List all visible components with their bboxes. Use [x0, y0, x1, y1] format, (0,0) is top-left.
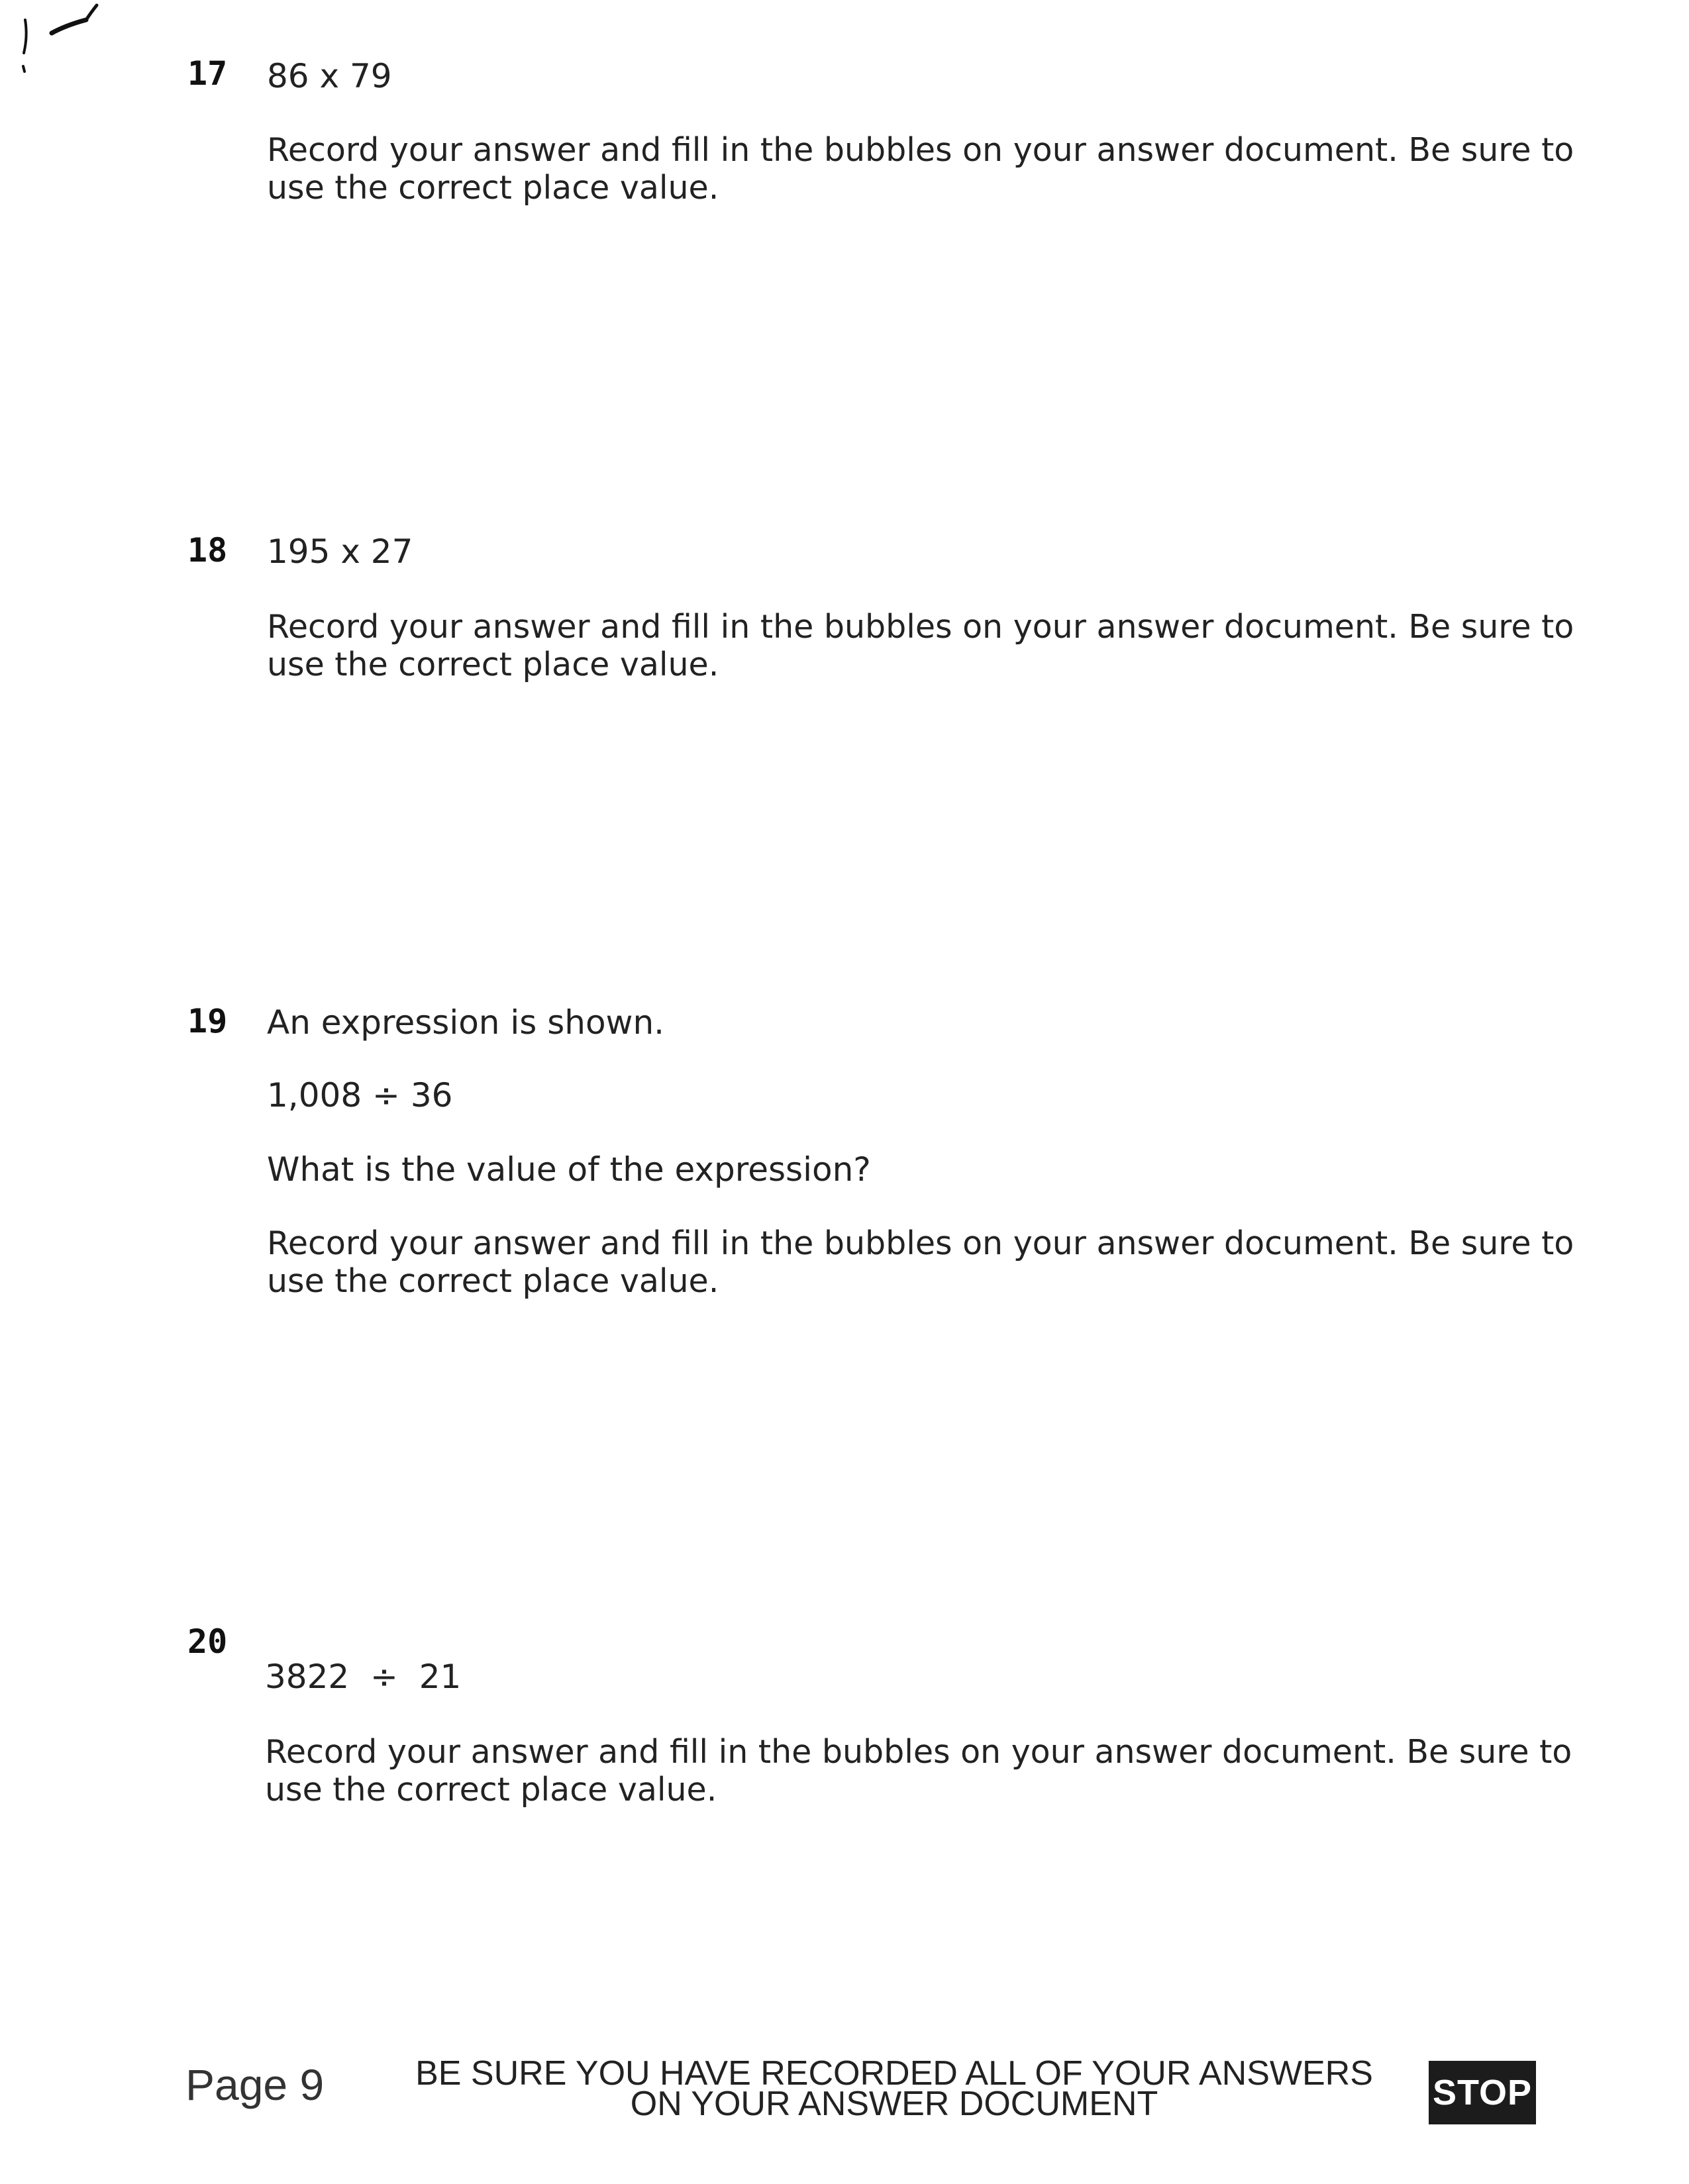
page-number: Page 9	[185, 2060, 325, 2109]
question-expression: 195 x 27	[267, 532, 413, 571]
footer-message	[397, 2054, 1391, 2123]
stop-sign: STOP	[1429, 2061, 1536, 2124]
question-number: 18	[187, 531, 228, 570]
question-instruction: Record your answer and fill in the bubbles on your answer document. Be sure to use the correct place value.	[267, 608, 1574, 683]
footer-message-line-1: BE SURE YOU HAVE RECORDED ALL OF YOUR ANSWERS	[415, 2054, 1373, 2093]
question-instruction: Record your answer and fill in the bubbles on your answer document. Be sure to use the correct place value.	[265, 1733, 1572, 1809]
question-instruction: Record your answer and fill in the bubbles on your answer document. Be sure to use the correct place value.	[267, 131, 1574, 207]
question-expression: 86 x 79	[267, 57, 392, 95]
question-number: 17	[187, 54, 228, 93]
question-number: 19	[187, 1002, 228, 1040]
question-instruction: Record your answer and fill in the bubbles on your answer document. Be sure to use the correct place value.	[267, 1224, 1574, 1300]
footer-message-line-2: ON YOUR ANSWER DOCUMENT	[630, 2085, 1158, 2123]
question-prompt: What is the value of the expression?	[267, 1150, 871, 1189]
question-expression: 1,008 ÷ 36	[267, 1076, 453, 1115]
question-expression: 3822 ÷ 21	[265, 1658, 462, 1696]
question-number: 20	[187, 1622, 228, 1661]
question-intro: An expression is shown.	[267, 1003, 665, 1042]
pen-mark-icon	[13, 0, 113, 86]
